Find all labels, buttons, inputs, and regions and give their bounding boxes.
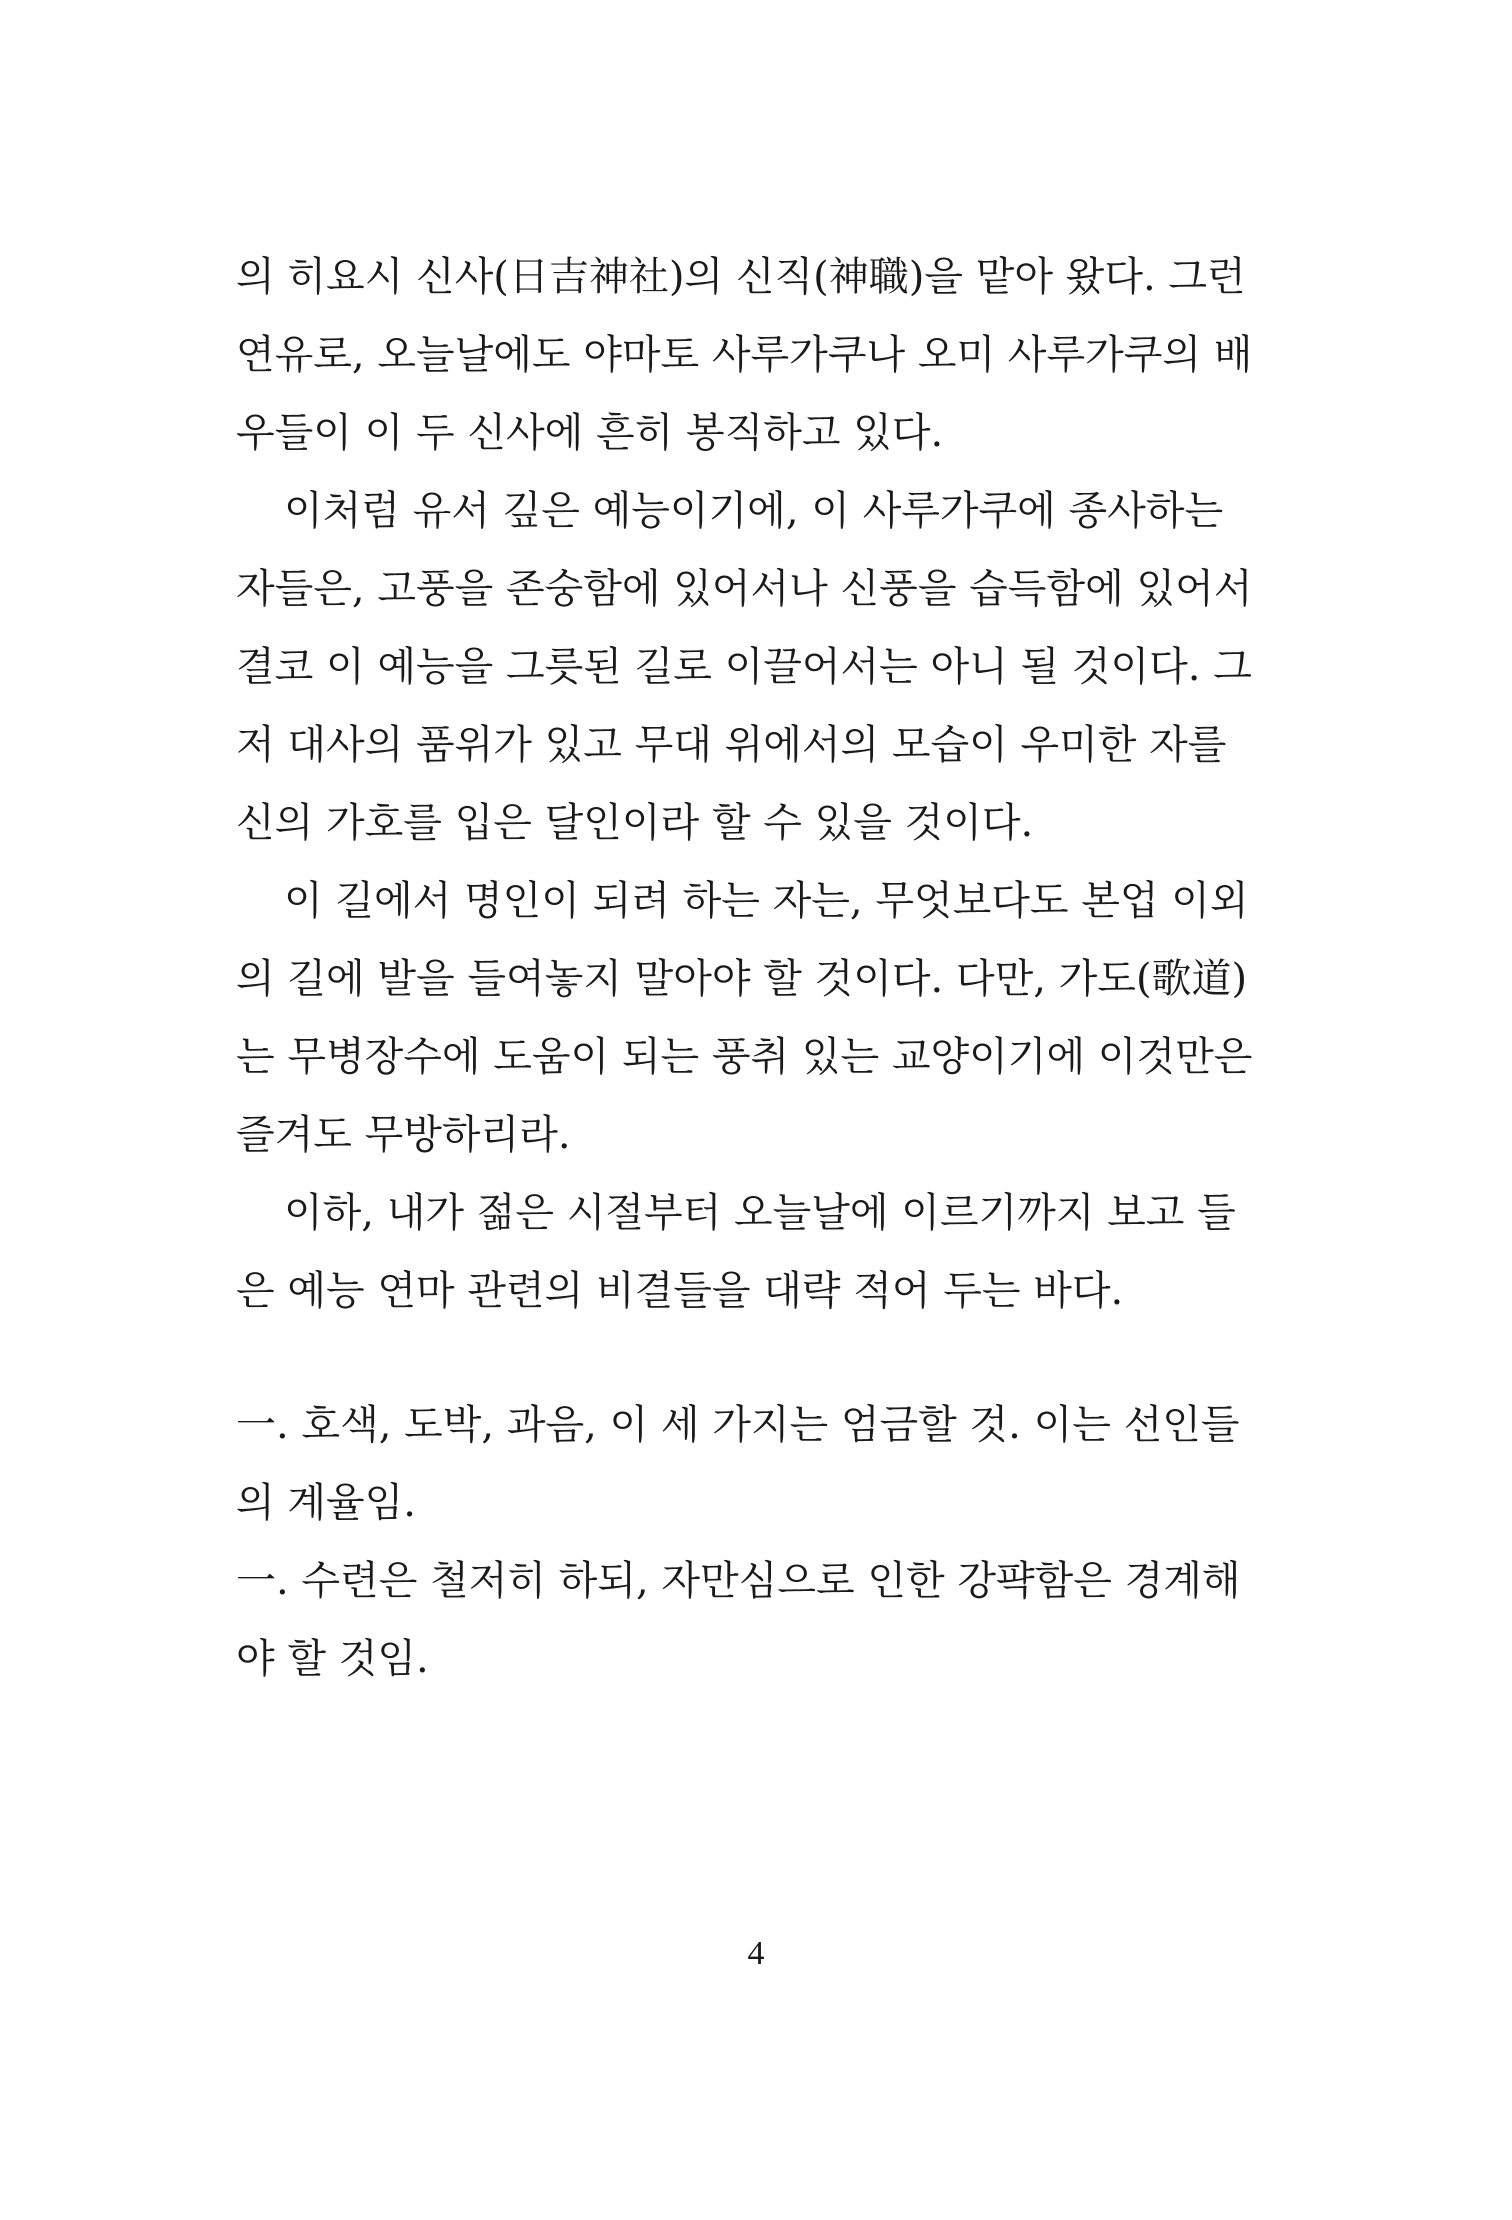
text-line: 이 길에서 명인이 되려 하는 자는, 무엇보다도 본업 이외 — [284, 878, 1249, 924]
text-line: 즐겨도 무방하리라. — [236, 1112, 571, 1158]
text-line: 의 길에 발을 들여놓지 말아야 할 것이다. 다만, 가도(歌道) — [236, 956, 1248, 1002]
text-line: 결코 이 예능을 그릇된 길로 이끌어서는 아니 될 것이다. 그 — [236, 644, 1252, 690]
text-line: 자들은, 고풍을 존숭함에 있어서나 신풍을 습득함에 있어서 — [236, 566, 1253, 612]
text-line: 우들이 이 두 신사에 흔히 봉직하고 있다. — [236, 410, 944, 456]
text-line: 연유로, 오늘날에도 야마토 사루가쿠나 오미 사루가쿠의 배 — [236, 332, 1253, 378]
text-line: 이처럼 유서 깊은 예능이기에, 이 사루가쿠에 종사하는 — [284, 488, 1224, 534]
text-line: 이하, 내가 젊은 시절부터 오늘날에 이르기까지 보고 들 — [284, 1190, 1236, 1236]
text-line: 신의 가호를 입은 달인이라 할 수 있을 것이다. — [236, 800, 1034, 846]
text-line: 저 대사의 품위가 있고 무대 위에서의 모습이 우미한 자를 — [236, 722, 1227, 768]
text-line: 는 무병장수에 도움이 되는 풍취 있는 교양이기에 이것만은 — [236, 1034, 1253, 1080]
text-line: 의 히요시 신사(日吉神社)의 신직(神職)을 맡아 왔다. 그런 — [236, 254, 1246, 300]
page-number: 4 — [747, 1935, 765, 1972]
rule-line: 의 계율임. — [236, 1480, 416, 1526]
text-line: 은 예능 연마 관련의 비결들을 대략 적어 두는 바다. — [236, 1268, 1124, 1314]
rule-line: 야 할 것임. — [236, 1636, 429, 1682]
rule-line: 一. 수련은 철저히 하되, 자만심으로 인한 강퍅함은 경계해 — [236, 1558, 1241, 1604]
rule-line: 一. 호색, 도박, 과음, 이 세 가지는 엄금할 것. 이는 선인들 — [236, 1402, 1240, 1448]
